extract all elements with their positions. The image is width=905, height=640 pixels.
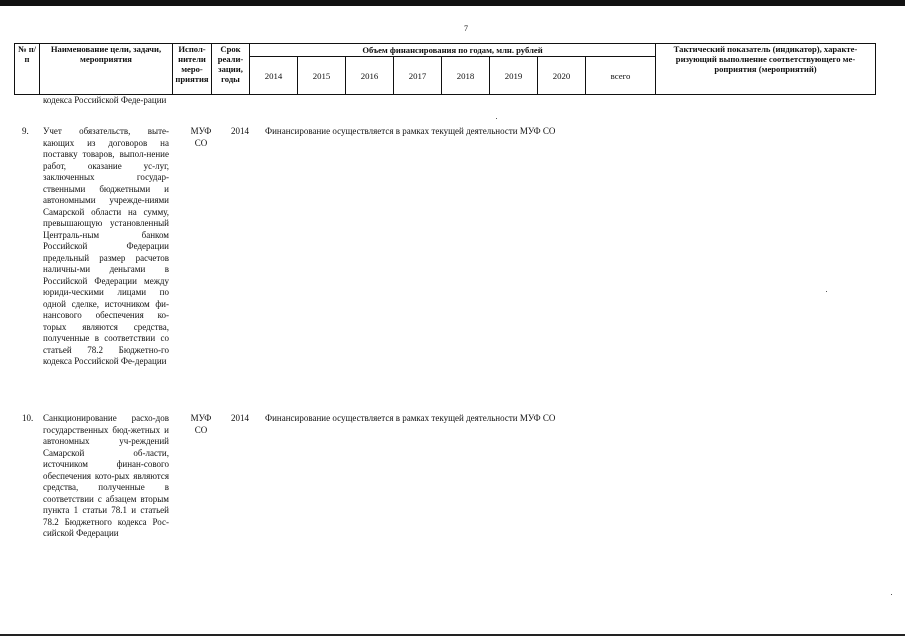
- scan-speck: [826, 291, 827, 292]
- header-year: 2019: [490, 57, 538, 95]
- continuation-text: кодекса Российской Феде-рации: [43, 95, 167, 105]
- table-header: [14, 43, 876, 95]
- row-number: 10.: [22, 413, 34, 423]
- header-year: 2020: [538, 57, 586, 95]
- row-financing: Финансирование осуществляется в рамках текущей деятельности МУФ СО: [265, 413, 556, 423]
- header-year: 2015: [298, 57, 346, 95]
- row-term: 2014: [231, 126, 249, 136]
- scan-speck: [496, 118, 497, 119]
- row-number: 9.: [22, 126, 29, 136]
- row-term: 2014: [231, 413, 249, 423]
- header-executors: Испол-нители меро-приятия: [173, 44, 212, 95]
- header-year: 2018: [442, 57, 490, 95]
- top-border: [0, 0, 905, 6]
- scan-speck: [891, 594, 892, 595]
- row-name: Санкционирование расхо-дов государственных бюд-жетных и автономных уч-реждений Самарской об-ласти, источником финан-сового обеспечения кото-рых являются средства, полученные в соответствии с абзацем вторым пункта 1 статьи 78.1 и статьей 78.2 Бюджетного кодекса Рос-сийской Федерации: [43, 413, 169, 538]
- bottom-border: [0, 634, 905, 636]
- row-financing: Финансирование осуществляется в рамках текущей деятельности МУФ СО: [265, 126, 556, 136]
- header-total: всего: [586, 57, 656, 95]
- header-name: Наименование цели, задачи, мероприятия: [40, 44, 173, 95]
- header-year: 2016: [346, 57, 394, 95]
- header-year: 2017: [394, 57, 442, 95]
- row-name: Учет обязательств, выте-кающих из договоров на поставку товаров, выпол-нение работ, оказание ус-луг, заключенных государ-ственными бюджетными и автономными учрежде-ниями Самарской области на сумму, превышающую установленный Централь-ным банком Российской Федерации предельный размер расчетов наличны-ми деньгами в Российской Федерации между юриди-ческими лицами по одной сделке, источником фи-нансового обеспечения ко-торых являются средства, полученные в соответствии со статьей 78.2 Бюджетно-го кодекса Российской Фе-дерации: [43, 126, 169, 366]
- row-executor: МУФ СО: [190, 126, 212, 148]
- row-executor: МУФ СО: [190, 413, 212, 435]
- header-indicator: Тактический показатель (индикатор), характе-ризующий выполнение соответствующего ме-роприятия (мероприятий): [656, 44, 876, 95]
- header-num: № п/п: [15, 44, 40, 95]
- header-year: 2014: [250, 57, 298, 95]
- header-term: Срок реали-зации, годы: [212, 44, 250, 95]
- header-financing: Объем финансирования по годам, млн. рублей: [250, 44, 656, 57]
- page-number: 7: [464, 24, 468, 33]
